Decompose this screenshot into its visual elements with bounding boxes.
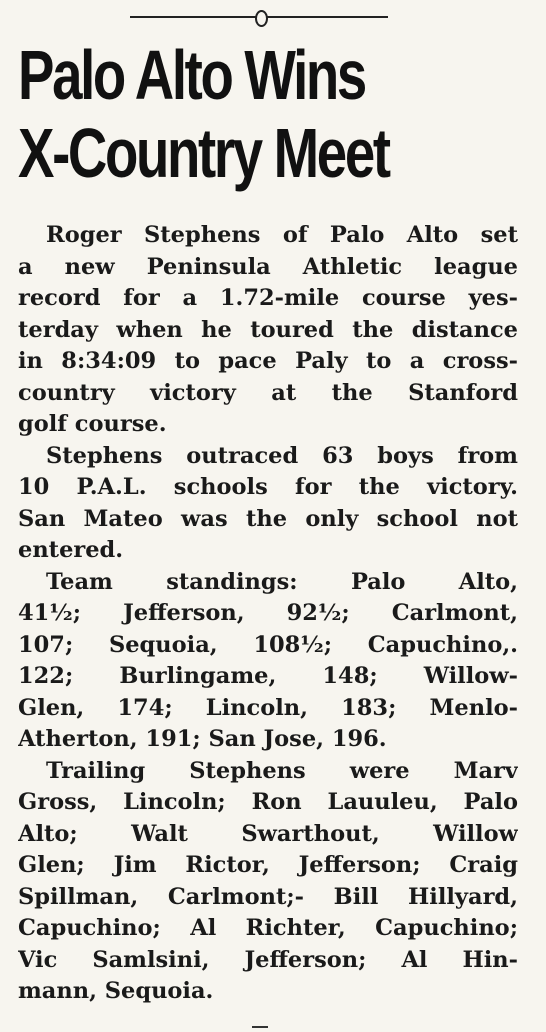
- separator-ornament: [255, 10, 268, 27]
- text-line: 41½; Jefferson, 92½; Carlmont,: [18, 600, 518, 626]
- text-line: Roger Stephens of Palo Alto set: [46, 222, 518, 248]
- text-line: Glen, 174; Lincoln, 183; Menlo-: [18, 694, 518, 721]
- text-line: Alto; Walt Swarthout, Willow: [18, 820, 518, 847]
- text-line: mann, Sequoia.: [18, 978, 214, 1004]
- text-line: record for a 1.72-mile course yes-: [18, 285, 518, 311]
- paragraph-3: [18, 567, 518, 756]
- text-line: Vic Samlsini, Jefferson; Al Hin-: [18, 946, 518, 973]
- text-line: in 8:34:09 to pace Paly to a cross-: [18, 348, 518, 374]
- text-line: San Mateo was the only school not: [18, 505, 518, 532]
- text-line: terday when he toured the distance: [18, 316, 518, 343]
- text-line: Spillman, Carlmont;- Bill Hillyard,: [18, 883, 518, 910]
- text-line: 107; Sequoia, 108½; Capuchino,.: [18, 631, 518, 658]
- paragraph-1: [18, 220, 518, 441]
- article-body: [18, 220, 518, 1008]
- text-line: a new Peninsula Athletic league: [18, 253, 518, 280]
- text-line: Gross, Lincoln; Ron Lauuleu, Palo: [18, 789, 518, 815]
- text-line: entered.: [18, 537, 124, 563]
- text-line: Atherton, 191; San Jose, 196.: [18, 726, 387, 752]
- clipping-edge-mark: [252, 1026, 268, 1032]
- text-line: 122; Burlingame, 148; Willow-: [18, 663, 518, 689]
- text-line: Stephens outraced 63 boys from: [46, 442, 518, 469]
- text-line: Team standings: Palo Alto,: [46, 568, 518, 595]
- text-line: Glen; Jim Rictor, Jefferson; Craig: [18, 852, 518, 878]
- paragraph-2: [18, 441, 518, 567]
- headline: [18, 36, 424, 192]
- text-line: Capuchino; Al Richter, Capuchino;: [18, 915, 518, 941]
- text-line: country victory at the Stanford: [18, 379, 518, 406]
- headline-line-2: X-Country Meet: [18, 114, 389, 192]
- text-line: golf course.: [18, 411, 167, 437]
- headline-line-1: Palo Alto Wins: [18, 36, 365, 114]
- text-line: 10 P.A.L. schools for the victory.: [18, 474, 518, 500]
- text-line: Trailing Stephens were Marv: [46, 757, 518, 784]
- paragraph-4: [18, 756, 518, 1008]
